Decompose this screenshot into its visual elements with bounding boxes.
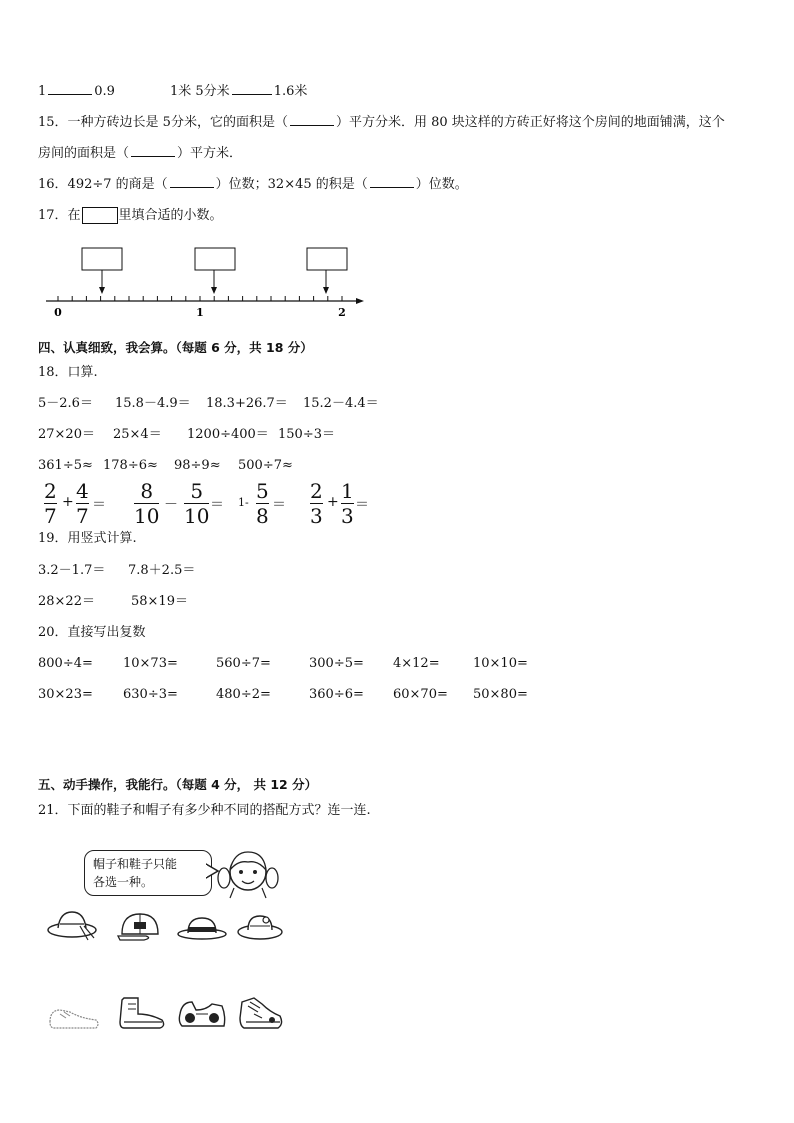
number-line-ticks (58, 296, 342, 301)
q20-r2c1: 30×23= (38, 687, 93, 702)
equals-sign: ＝ (210, 497, 224, 513)
tick-label-0: 0 (54, 306, 62, 319)
q15-line1: 15．一种方砖边长是 5分米，它的面积是（ ）平方分米．用 80 块这样的方砖正好将这个房间的地面铺满，这个 (38, 115, 725, 130)
q20-r2c6: 50×80= (473, 687, 528, 702)
equals-sign: ＝ (92, 497, 106, 513)
arrow-down-icon (99, 287, 105, 294)
arrow-right-icon (356, 298, 364, 304)
bubble-line-2: 各选一种。 (93, 875, 154, 889)
q20-r1c6: 10×10= (473, 656, 528, 671)
fraction-5-10: 5 10 (184, 479, 210, 528)
equals-sign: ＝ (355, 497, 369, 513)
tick-label-1: 1 (196, 306, 204, 319)
fraction-8-10: 8 10 (134, 479, 160, 528)
q18-r3c3: 98÷9≈ (174, 458, 221, 473)
q15-line2: 房间的面积是（ ）平方米． (38, 146, 243, 161)
q20-r1c2: 10×73= (123, 656, 178, 671)
minus-sign: － (164, 497, 178, 513)
hat-4-icon[interactable] (236, 908, 284, 942)
q14-right: 1米 5分米 1.6米 (170, 84, 308, 99)
arrow-down-icon (211, 287, 217, 294)
shoe-4-icon[interactable] (236, 994, 286, 1032)
q18-r1c1: 5－2.6＝ (38, 396, 93, 411)
answer-blank[interactable] (232, 82, 272, 95)
answer-blank[interactable] (48, 82, 92, 95)
answer-blank[interactable] (170, 177, 214, 188)
q16: 16．492÷7 的商是（ ）位数；32×45 的积是（ ）位数。 (38, 177, 468, 192)
girl-face-icon (214, 842, 282, 902)
q18-r1c4: 15.2－4.4＝ (303, 396, 379, 411)
q19-r2c2: 58×19＝ (131, 594, 188, 609)
answer-blank[interactable] (370, 177, 414, 188)
q19-r1c2: 7.8＋2.5＝ (128, 563, 196, 578)
arrow-down-icon (323, 287, 329, 294)
bubble-line-1: 帽子和鞋子只能 (93, 857, 178, 871)
number-line (40, 240, 370, 322)
answer-box (82, 207, 118, 224)
q20-r1c3: 560÷7= (216, 656, 271, 671)
q18-r2c2: 25×4＝ (113, 427, 162, 442)
fraction-5-8: 5 8 (256, 479, 269, 528)
shoe-1-icon[interactable] (46, 1002, 102, 1032)
fraction-2-3: 2 3 (310, 479, 323, 528)
q20-r1c1: 800÷4= (38, 656, 93, 671)
shoe-3-icon[interactable] (176, 996, 228, 1032)
q20-r2c4: 360÷6= (309, 687, 364, 702)
q20-r2c2: 630÷3= (123, 687, 178, 702)
number-line-box-2[interactable] (195, 248, 235, 270)
q18-r2c4: 150÷3＝ (278, 427, 335, 442)
q19-r1c1: 3.2－1.7＝ (38, 563, 106, 578)
section-5-title: 五、动手操作，我能行。（每题 4 分， 共 12 分） (38, 777, 318, 792)
q18-r3c4: 500÷7≈ (238, 458, 293, 473)
plus-sign: + (327, 494, 339, 510)
tick-label-2: 2 (338, 306, 346, 319)
hat-1-icon[interactable] (46, 906, 102, 944)
q18-title: 18．口算. (38, 365, 98, 380)
hat-2-icon[interactable] (116, 908, 164, 944)
q18-r3c1: 361÷5≈ (38, 458, 93, 473)
q19-r2c1: 28×22＝ (38, 594, 95, 609)
q20-title: 20．直接写出复数 (38, 625, 146, 640)
q18-r2c1: 27×20＝ (38, 427, 95, 442)
q17-title: 17．在 里填合适的小数。 (38, 208, 223, 223)
one-minus: 1- (238, 496, 249, 509)
answer-blank[interactable] (290, 115, 334, 126)
speech-bubble (84, 850, 212, 896)
number-line-box-3[interactable] (307, 248, 347, 270)
q18-r2c3: 1200÷400＝ (187, 427, 269, 442)
q20-r2c5: 60×70= (393, 687, 448, 702)
hat-3-icon[interactable] (176, 912, 228, 942)
plus-sign: + (62, 494, 74, 510)
q20-r2c3: 480÷2= (216, 687, 271, 702)
fraction-2-7: 2 7 (44, 479, 57, 528)
q20-r1c4: 300÷5= (309, 656, 364, 671)
q18-r1c2: 15.8－4.9＝ (115, 396, 191, 411)
number-line-box-1[interactable] (82, 248, 122, 270)
q19-title: 19．用竖式计算. (38, 531, 137, 546)
q20-r1c5: 4×12= (393, 656, 440, 671)
section-4-title: 四、认真细致，我会算。（每题 6 分，共 18 分） (38, 340, 313, 355)
q21-title: 21．下面的鞋子和帽子有多少种不同的搭配方式？连一连. (38, 803, 371, 818)
equals-sign: ＝ (272, 497, 286, 513)
fraction-4-7: 4 7 (76, 479, 89, 528)
answer-blank[interactable] (131, 146, 175, 157)
q18-r1c3: 18.3+26.7＝ (206, 396, 288, 411)
q14-left: 1 0.9 (38, 84, 115, 99)
shoe-2-icon[interactable] (116, 994, 168, 1032)
q18-r3c2: 178÷6≈ (103, 458, 158, 473)
fraction-1-3: 1 3 (341, 479, 354, 528)
